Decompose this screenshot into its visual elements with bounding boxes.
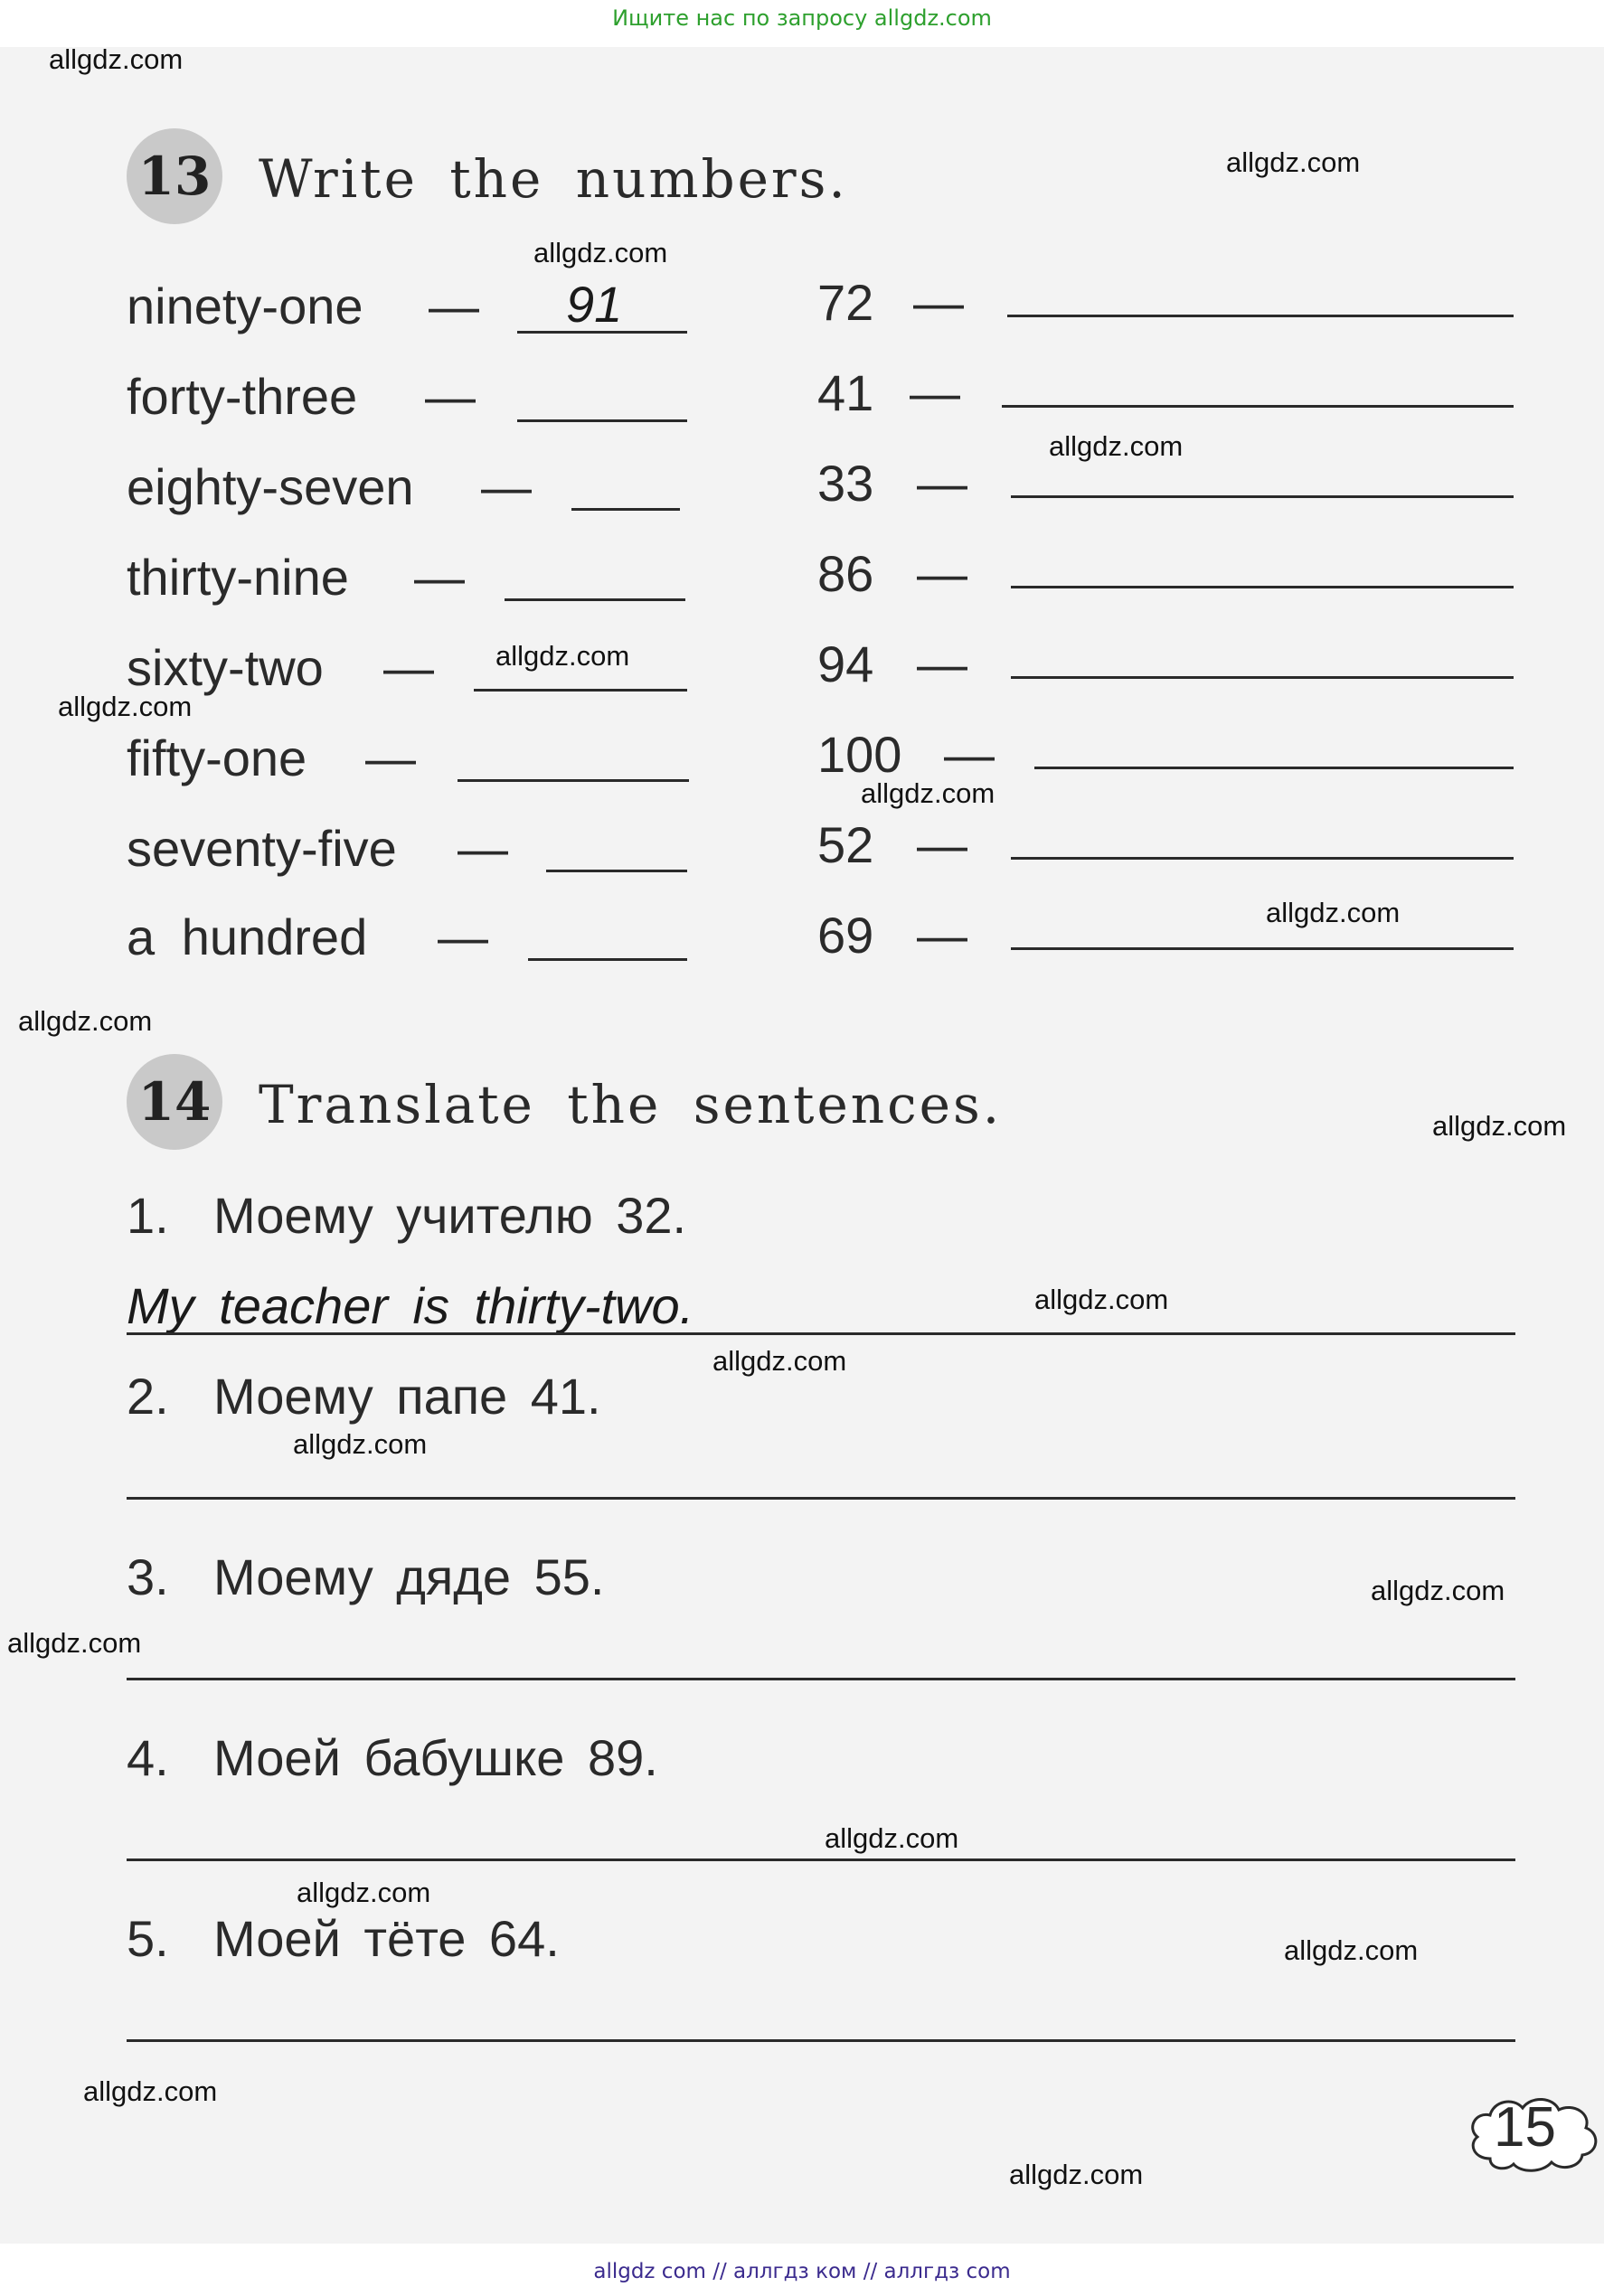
watermark: allgdz.com <box>7 1627 142 1659</box>
answer-line[interactable] <box>127 1497 1515 1500</box>
answer-blank[interactable] <box>517 419 687 422</box>
answer-blank[interactable] <box>505 598 685 601</box>
sentence-answer: My teacher is thirty-two. <box>127 1277 694 1334</box>
watermark: allgdz.com <box>861 777 995 809</box>
number-word: seventy-five <box>127 820 397 877</box>
dash: — <box>917 455 967 512</box>
number-word: eighty-seven <box>127 458 414 515</box>
sentence-index: 1. <box>127 1187 169 1244</box>
exercise-13-title: Write the numbers. <box>259 148 848 210</box>
watermark: allgdz.com <box>1049 430 1184 462</box>
bottom-banner: allgdz com // аллгдз ком // аллгдз com <box>593 2260 1011 2283</box>
sentence-text: Моему дяде 55. <box>213 1548 605 1605</box>
number-word: thirty-nine <box>127 549 349 606</box>
sentence-text: Моему папе 41. <box>213 1368 601 1425</box>
dash: — <box>429 278 479 334</box>
watermark: allgdz.com <box>825 1822 959 1854</box>
dash: — <box>917 907 967 964</box>
watermark: allgdz.com <box>58 691 193 722</box>
answer-line[interactable] <box>127 2039 1515 2042</box>
number-value: 94 <box>817 635 874 692</box>
answer-blank[interactable] <box>571 508 680 511</box>
answer-blank[interactable] <box>1011 857 1514 860</box>
answer-line[interactable] <box>127 1678 1515 1680</box>
dash: — <box>917 635 967 692</box>
exercise-13-number: 13 <box>127 128 222 224</box>
answer-blank[interactable] <box>1011 495 1514 498</box>
sentence-index: 4. <box>127 1729 169 1786</box>
number-value: 86 <box>817 545 874 602</box>
number-word: forty-three <box>127 368 358 425</box>
number-value: 100 <box>817 726 902 783</box>
watermark: allgdz.com <box>1284 1934 1419 1966</box>
dash: — <box>414 549 465 606</box>
answer-blank[interactable] <box>1034 767 1514 769</box>
answer-blank[interactable] <box>528 958 687 961</box>
dash: — <box>481 458 532 515</box>
exercise-14-number: 14 <box>127 1054 222 1150</box>
watermark: allgdz.com <box>1009 2159 1144 2190</box>
sentence-index: 3. <box>127 1548 169 1605</box>
dash: — <box>913 274 964 331</box>
watermark: allgdz.com <box>1432 1110 1567 1142</box>
number-word: fifty-one <box>127 729 307 786</box>
number-value: 52 <box>817 816 874 873</box>
dash: — <box>383 639 434 696</box>
watermark: allgdz.com <box>1034 1284 1169 1315</box>
sentence-text: Моей тёте 64. <box>213 1910 560 1967</box>
answer-blank[interactable] <box>1007 315 1514 317</box>
watermark: allgdz.com <box>1371 1575 1505 1606</box>
number-value: 33 <box>817 455 874 512</box>
watermark: allgdz.com <box>293 1428 428 1460</box>
top-banner: Ищите нас по запросу allgdz.com <box>612 5 992 31</box>
answer-blank[interactable] <box>1011 586 1514 588</box>
watermark: allgdz.com <box>18 1005 153 1037</box>
number-word: a hundred <box>127 908 368 965</box>
dash: — <box>944 726 995 783</box>
watermark: allgdz.com <box>712 1345 847 1377</box>
dash: — <box>425 368 476 425</box>
watermark: allgdz.com <box>1226 146 1361 178</box>
page-number: 15 <box>1494 2096 1556 2159</box>
dash: — <box>910 364 960 421</box>
sentence-index: 5. <box>127 1910 169 1967</box>
sentence-index: 2. <box>127 1368 169 1425</box>
answer-blank[interactable] <box>1002 405 1514 408</box>
dash: — <box>458 820 508 877</box>
watermark: allgdz.com <box>533 237 668 268</box>
watermark: allgdz.com <box>297 1877 431 1908</box>
watermark: allgdz.com <box>83 2075 218 2107</box>
number-value: 41 <box>817 364 874 421</box>
answer-blank[interactable] <box>1011 676 1514 679</box>
answer-91: 91 <box>566 276 623 333</box>
dash: — <box>917 816 967 873</box>
number-word: ninety-one <box>127 278 363 334</box>
answer-blank[interactable] <box>474 689 687 692</box>
number-word: sixty-two <box>127 639 324 696</box>
number-value: 72 <box>817 274 874 331</box>
watermark: allgdz.com <box>49 43 184 75</box>
sentence-text: Моему учителю 32. <box>213 1187 687 1244</box>
dash: — <box>365 729 416 786</box>
sentence-text: Моей бабушке 89. <box>213 1729 658 1786</box>
exercise-14-title: Translate the sentences. <box>259 1074 1003 1135</box>
watermark: allgdz.com <box>1266 897 1401 928</box>
dash: — <box>917 545 967 602</box>
answer-blank[interactable] <box>546 870 687 872</box>
answer-blank[interactable] <box>1011 947 1514 950</box>
answer-blank[interactable] <box>458 779 689 782</box>
answer-line[interactable] <box>127 1332 1515 1335</box>
number-value: 69 <box>817 907 874 964</box>
answer-line[interactable] <box>127 1858 1515 1861</box>
answer-blank[interactable] <box>517 331 687 334</box>
watermark: allgdz.com <box>495 640 630 672</box>
dash: — <box>438 908 488 965</box>
